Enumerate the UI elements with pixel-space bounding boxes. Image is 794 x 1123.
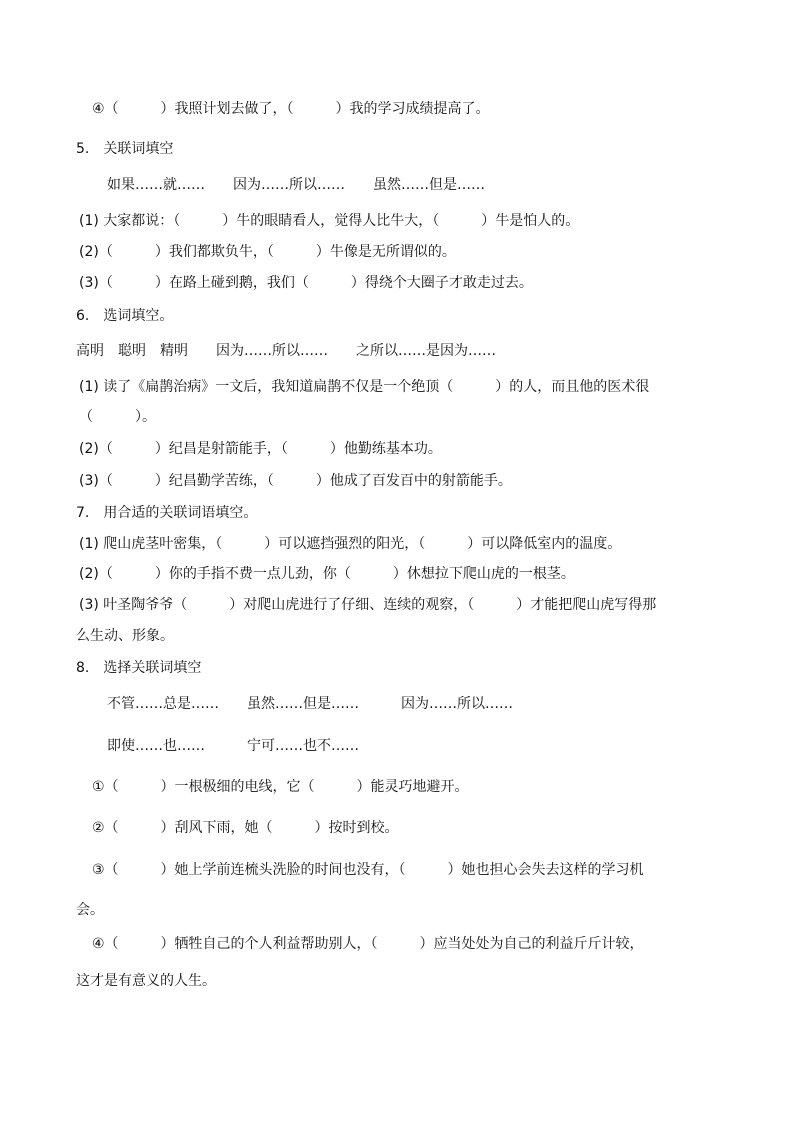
word-bank: 如果……就…… 因为……所以…… 虽然……但是…… xyxy=(107,177,485,193)
word-bank: 不管……总是…… 虽然……但是…… 因为……所以…… xyxy=(107,696,513,712)
text-line: ④（ ）我照计划去做了，（ ）我的学习成绩提高了。 xyxy=(92,101,490,117)
word-bank: 高明 聪明 精明 因为……所以…… 之所以……是因为…… xyxy=(76,343,496,359)
word-bank: 即使……也…… 宁可……也不…… xyxy=(107,738,359,754)
question-line-continued: 这才是有意义的人生。 xyxy=(76,973,216,989)
question-line: (1) 大家都说：（ ）牛的眼睛看人，觉得人比牛大，（ ）牛是怕人的。 xyxy=(79,213,580,229)
question-line-continued: 么生动、形象。 xyxy=(76,628,174,644)
question-line: (2)（ ）你的手指不费一点儿劲，你（ ）休想拉下爬山虎的一根茎。 xyxy=(79,566,575,582)
question-line: (1) 读了《扁鹊治病》一文后，我知道扁鹊不仅是一个绝顶（ ）的人，而且他的医术很 xyxy=(79,379,650,395)
question-line: ③（ ）她上学前连梳头洗脸的时间也没有，（ ）她也担心会失去这样的学习机 xyxy=(92,862,644,878)
question-line: (2)（ ）纪昌是射箭能手，（ ）他勤练基本功。 xyxy=(79,441,442,457)
section-heading: 8. 选择关联词填空 xyxy=(76,660,202,676)
section-heading: 5. 关联词填空 xyxy=(76,141,174,157)
question-line: (3)（ ）纪昌勤学苦练，（ ）他成了百发百中的射箭能手。 xyxy=(79,473,512,489)
question-line: ②（ ）刮风下雨，她（ ）按时到校。 xyxy=(92,820,399,836)
section-heading: 7. 用合适的关联词语填空。 xyxy=(76,505,258,521)
question-line: (2)（ ）我们都欺负牛，（ ）牛像是无所谓似的。 xyxy=(79,244,456,260)
question-line: ①（ ）一根极细的电线，它（ ）能灵巧地避开。 xyxy=(92,779,469,795)
question-line-continued: （ ）。 xyxy=(79,409,156,425)
question-line: (3) 叶圣陶爷爷（ ）对爬山虎进行了仔细、连续的观察，（ ）才能把爬山虎写得那 xyxy=(79,597,657,613)
question-line: (3)（ ）在路上碰到鹅，我们（ ）得绕个大圈子才敢走过去。 xyxy=(79,275,533,291)
question-line-continued: 会。 xyxy=(76,902,104,918)
section-heading: 6. 选词填空。 xyxy=(76,308,174,324)
question-line: ④（ ）牺牲自己的个人利益帮助别人，（ ）应当处处为自己的利益斤斤计较， xyxy=(92,936,644,952)
question-line: (1) 爬山虎茎叶密集，（ ）可以遮挡强烈的阳光，（ ）可以降低室内的温度。 xyxy=(79,536,622,552)
